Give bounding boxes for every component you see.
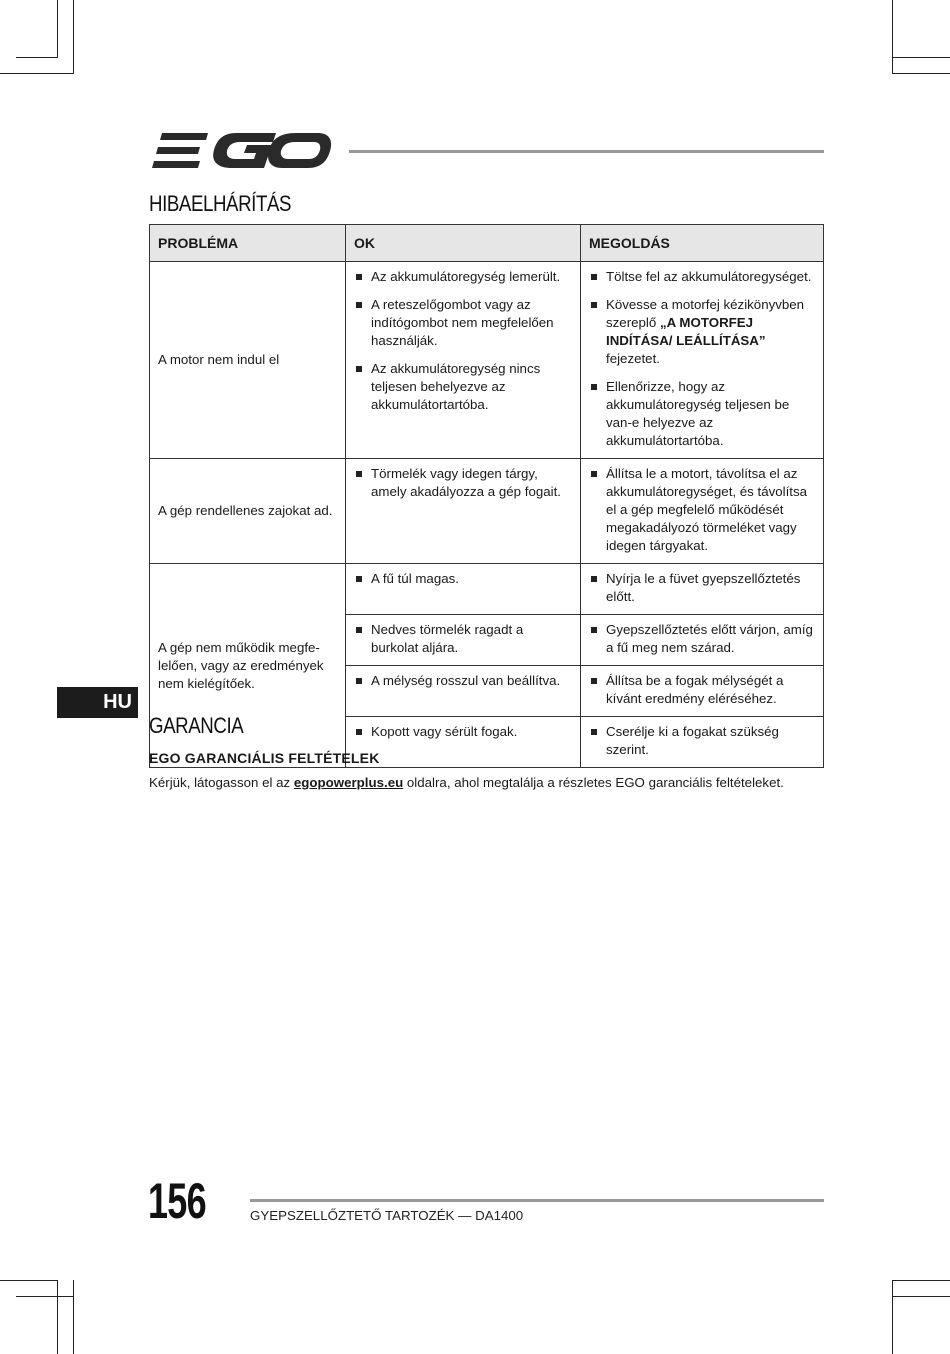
cause-item bbox=[354, 570, 572, 588]
solution-text: Ellenőrizze, hogy az akkumulátoregység teljesen be van-e helyezve az akkumulátortartóba. bbox=[606, 379, 790, 448]
cause-item bbox=[354, 268, 572, 286]
crop-mark bbox=[0, 1280, 58, 1281]
solution-text: fejezetet. bbox=[606, 351, 660, 366]
cause-item bbox=[354, 360, 572, 414]
cause-text: A reteszelőgombot vagy az indítógombot nem megfelelően használják. bbox=[371, 297, 554, 348]
crop-mark bbox=[892, 73, 950, 74]
cause-cell bbox=[346, 666, 581, 717]
bullet-icon bbox=[591, 274, 597, 280]
bullet-icon bbox=[591, 302, 597, 308]
cause-item bbox=[354, 296, 572, 350]
cause-item bbox=[354, 723, 572, 741]
troubleshooting-table bbox=[149, 224, 824, 768]
crop-mark bbox=[892, 0, 893, 74]
solution-cell bbox=[581, 666, 824, 717]
cause-cell bbox=[346, 564, 581, 615]
cause-cell bbox=[346, 717, 581, 768]
solution-item bbox=[589, 570, 815, 606]
bullet-icon bbox=[591, 627, 597, 633]
problem-cell: A gép nem működik megfe- lelően, vagy az eredmények nem kielégítőek. bbox=[150, 564, 346, 768]
solution-item bbox=[589, 672, 815, 708]
bullet-icon bbox=[356, 627, 362, 633]
cause-cell bbox=[346, 615, 581, 666]
bullet-icon bbox=[356, 471, 362, 477]
crop-mark bbox=[73, 0, 74, 74]
bullet-icon bbox=[591, 678, 597, 684]
table-row bbox=[150, 459, 824, 564]
solution-cell bbox=[581, 717, 824, 768]
solution-text: Állítsa le a motort, távolítsa el az akkumulátoregységet, és távolítsa el a gép megfelelő működését megakadályozó törmeléket vagy idegen tárgyakat. bbox=[606, 466, 808, 553]
crop-mark bbox=[892, 57, 950, 58]
cause-text: Az akkumulátoregység nincs teljesen behelyezve az akkumulátortartóba. bbox=[371, 361, 541, 412]
solution-cell bbox=[581, 262, 824, 459]
solution-item bbox=[589, 378, 815, 450]
footer-rule bbox=[250, 1199, 824, 1202]
warranty-text-before: Kérjük, látogasson el az bbox=[149, 775, 294, 790]
bullet-icon bbox=[591, 576, 597, 582]
cause-item bbox=[354, 621, 572, 657]
warranty-text-after: oldalra, ahol megtalálja a részletes EGO garanciális feltételeket. bbox=[403, 775, 784, 790]
crop-mark bbox=[16, 1296, 74, 1297]
warranty-text bbox=[149, 775, 784, 790]
table-row bbox=[150, 564, 824, 615]
cause-text: Nedves törmelék ragadt a burkolat aljára. bbox=[371, 622, 524, 655]
cause-text: Kopott vagy sérült fogak. bbox=[371, 724, 518, 739]
warranty-title: GARANCIA bbox=[149, 713, 244, 738]
solution-cell bbox=[581, 615, 824, 666]
cause-item bbox=[354, 465, 572, 501]
bullet-icon bbox=[591, 384, 597, 390]
header-problem: PROBLÉMA bbox=[150, 225, 346, 262]
crop-mark bbox=[892, 1280, 893, 1354]
bullet-icon bbox=[591, 729, 597, 735]
cause-text: Törmelék vagy idegen tárgy, amely akadályozza a gép fogait. bbox=[371, 466, 561, 499]
solution-text: Kövesse a motorfej kézikönyvben szereplő bbox=[606, 297, 805, 330]
crop-mark bbox=[0, 73, 74, 74]
crop-mark bbox=[16, 57, 58, 58]
footer-product-name: GYEPSZELLŐZTETŐ TARTOZÉK — DA1400 bbox=[250, 1208, 524, 1223]
crop-mark bbox=[73, 1280, 74, 1354]
solution-text: Gyepszellőztetés előtt várjon, amíg a fű meg nem szárad. bbox=[606, 622, 813, 655]
problem-cell: A gép rendellenes zajokat ad. bbox=[150, 459, 346, 564]
cause-text: A mélység rosszul van beállítva. bbox=[371, 673, 561, 688]
cause-text: A fű túl magas. bbox=[371, 571, 459, 586]
table-header-row bbox=[150, 225, 824, 262]
language-tab: HU bbox=[57, 687, 138, 718]
bullet-icon bbox=[356, 576, 362, 582]
solution-item bbox=[589, 723, 815, 759]
troubleshooting-title: HIBAELHÁRÍTÁS bbox=[149, 191, 292, 216]
warranty-subtitle: EGO GARANCIÁLIS FELTÉTELEK bbox=[149, 750, 380, 766]
chapter-reference: „A MOTORFEJ INDÍTÁSA/ LEÁLLÍTÁSA” bbox=[606, 315, 766, 348]
solution-cell bbox=[581, 564, 824, 615]
bullet-icon bbox=[356, 729, 362, 735]
solution-text: Nyírja le a füvet gyepszellőztetés előtt. bbox=[606, 571, 801, 604]
warranty-link[interactable]: egopowerplus.eu bbox=[293, 775, 404, 790]
solution-item bbox=[589, 621, 815, 657]
crop-mark bbox=[57, 1280, 58, 1354]
header-rule bbox=[349, 150, 824, 153]
crop-mark bbox=[892, 1280, 950, 1281]
problem-cell: A motor nem indul el bbox=[150, 262, 346, 459]
solution-item bbox=[589, 296, 815, 368]
bullet-icon bbox=[591, 471, 597, 477]
crop-mark bbox=[57, 0, 58, 58]
bullet-icon bbox=[356, 302, 362, 308]
bullet-icon bbox=[356, 678, 362, 684]
table-row bbox=[150, 262, 824, 459]
header-solution: MEGOLDÁS bbox=[581, 225, 824, 262]
page-number: 156 bbox=[148, 1173, 206, 1229]
solution-item bbox=[589, 465, 815, 555]
bullet-icon bbox=[356, 274, 362, 280]
cause-cell bbox=[346, 262, 581, 459]
cause-item bbox=[354, 672, 572, 690]
solution-text: Töltse fel az akkumulátoregységet. bbox=[606, 269, 812, 284]
solution-text: Cserélje ki a fogakat szükség szerint. bbox=[606, 724, 779, 757]
ego-logo bbox=[148, 130, 332, 172]
header-cause: OK bbox=[346, 225, 581, 262]
solution-item bbox=[589, 268, 815, 286]
cause-cell bbox=[346, 459, 581, 564]
cause-text: Az akkumulátoregység lemerült. bbox=[371, 269, 561, 284]
bullet-icon bbox=[356, 366, 362, 372]
solution-text: Állítsa be a fogak mélységét a kívánt eredmény eléréséhez. bbox=[606, 673, 784, 706]
solution-cell bbox=[581, 459, 824, 564]
crop-mark bbox=[892, 1296, 950, 1297]
